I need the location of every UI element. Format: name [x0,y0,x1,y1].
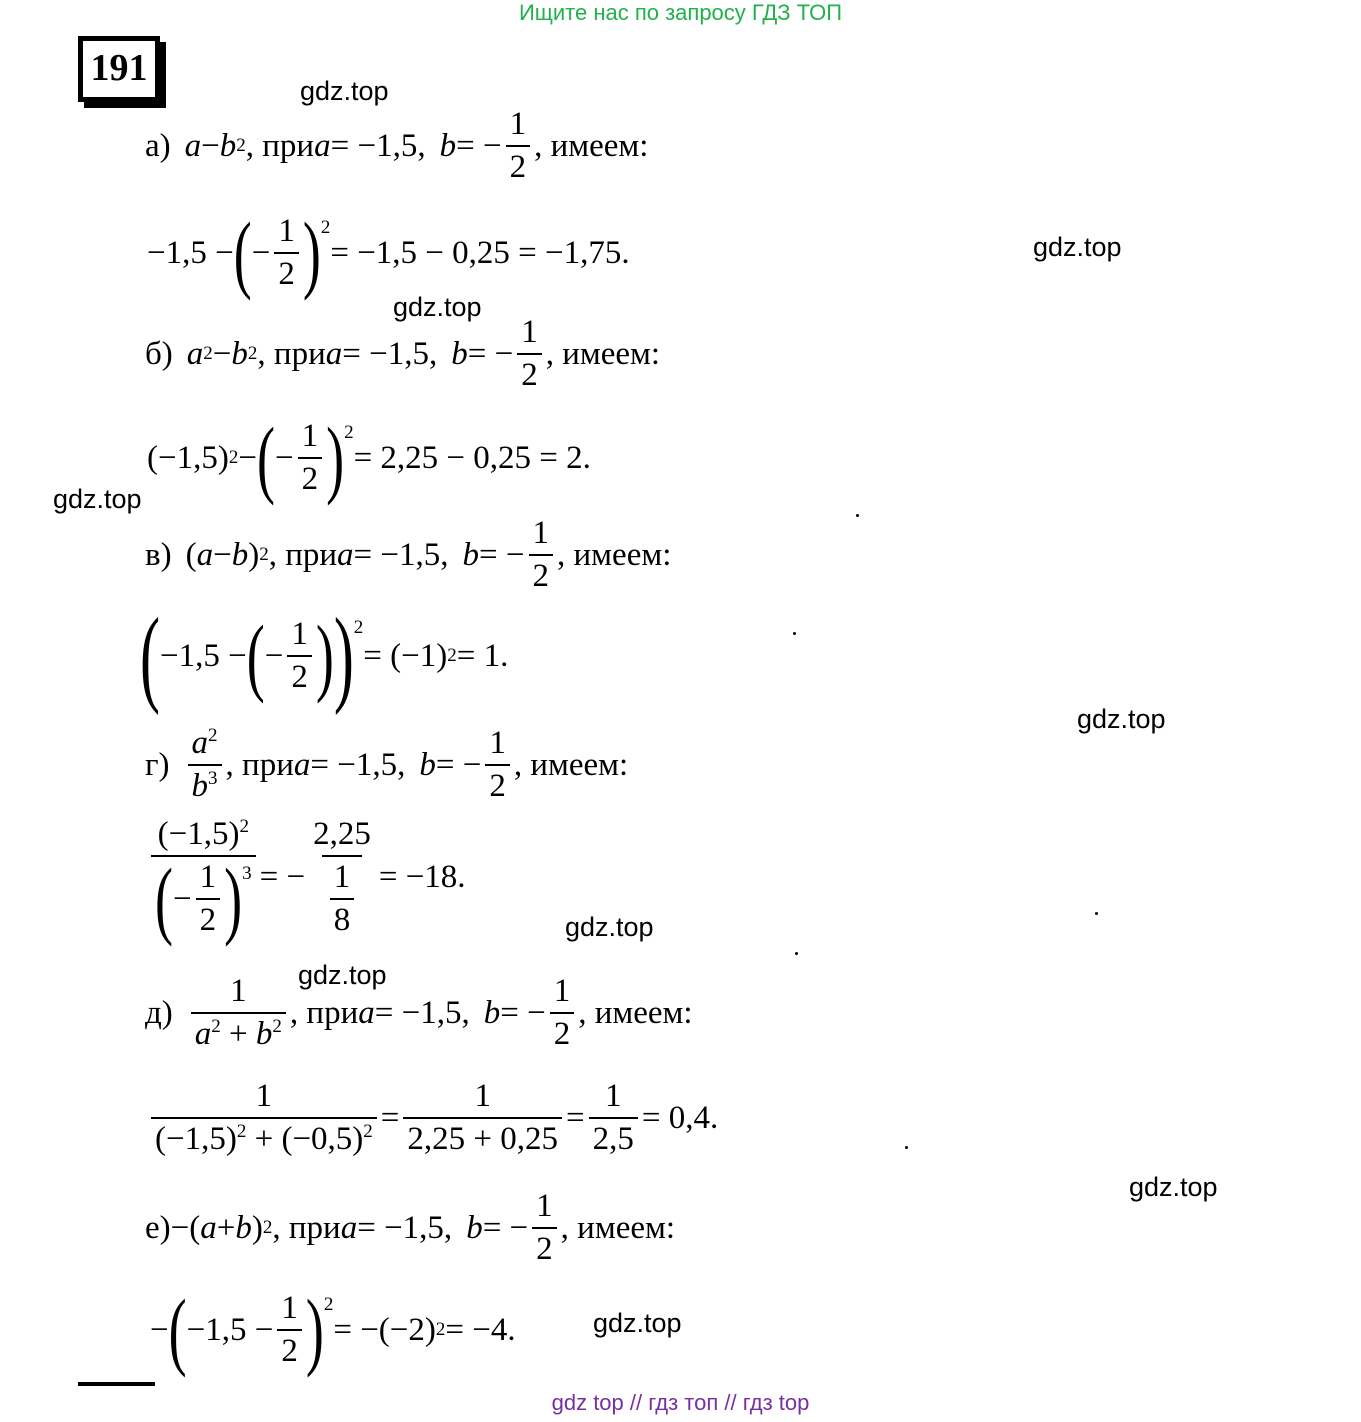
calc-part: = −(−2) [333,1311,436,1348]
task-g-statement [145,727,628,803]
op: = − [456,127,502,164]
var-b: b [483,994,501,1031]
numerator: 1 [532,515,549,551]
numerator: 1 [281,1290,298,1326]
calc-result: = −18. [378,859,466,895]
calc-part: = (−1) [363,637,448,674]
var-a: a [184,127,202,164]
text-imeem: , имеем: [557,536,672,573]
denominator: 2 [298,457,323,496]
numerator: 1 [278,213,295,249]
task-e-statement: е) −( a + b ) 2 , при a = −1,5, b = − $\frac{1}{2}$ , имеем: [145,1188,676,1267]
var-a: a [337,536,354,573]
task-v-statement: в) ( a − b ) 2 , при a = −1,5, b = − $\frac{1}{2}$ , имеем: [145,515,672,594]
calc-result: = −4. [445,1311,516,1348]
op: = − [259,859,306,895]
exponent: 2 [363,1121,373,1142]
numerator: 1 [553,973,571,1009]
denominator: 2 [550,1012,575,1051]
numerator: 1 [521,314,538,350]
exponent: 2 [236,1121,247,1142]
op: − [274,439,294,476]
watermark: gdz.top [565,912,654,942]
denominator [322,855,363,937]
value: = −1,5, [374,994,470,1031]
fraction [589,1080,638,1156]
calc-part: (−1,5) [155,1121,237,1157]
footer-watermark: gdz top // гдз топ // гдз top [551,1390,810,1415]
paren: ) [305,1282,324,1378]
op: − [150,1311,169,1348]
op: = [380,1099,400,1136]
denominator: 2,5 [589,1117,638,1156]
numerator: 1 [333,859,351,895]
var-a: a [200,1209,217,1246]
numerator [154,818,253,855]
task-g-calculation [147,816,466,947]
numerator: 1 [301,418,319,454]
op: = − [435,746,482,783]
fraction [151,816,256,947]
task-label: е) [145,1209,171,1246]
text-imeem: , имеем: [578,994,693,1031]
op: + [216,1209,236,1246]
var-b: b [451,335,468,372]
fraction [529,517,554,593]
numerator: 1 [255,1078,273,1114]
task-label: б) [145,335,173,372]
fraction [532,1190,557,1266]
task-label: в) [145,536,172,573]
fraction [506,108,531,184]
numerator: 1 [605,1078,622,1114]
paren-group [256,410,345,506]
calc-result: = 0,4. [641,1099,719,1136]
denominator: 2 [274,252,299,291]
paren: ( [155,851,173,947]
paren: ) [302,205,321,301]
task-d-statement [145,975,693,1051]
paren-group [168,1282,324,1378]
denominator: 2 [287,655,312,694]
watermark: gdz.top [593,1308,682,1338]
denominator: ( − $\frac{1}{2}$ ) 3 [151,855,256,937]
numerator: 2,25 [313,816,371,852]
paren: ) [326,410,345,506]
watermark: gdz.top [53,484,142,514]
denominator [151,1117,377,1156]
task-a-calculation: −1,5 − ( − $\frac{1}{2}$ ) 2 = −1,5 − 0,25 = −1,75. [147,205,630,301]
var-a: a [293,746,311,783]
fraction [309,818,375,937]
denominator: 2 [529,554,554,593]
paren: ( [168,1282,187,1378]
paren: ( [185,536,197,573]
speck [793,632,796,635]
numerator: 1 [509,106,527,142]
denominator: 2 [517,353,542,392]
numerator: 1 [230,973,247,1009]
paren: ) [251,1209,263,1246]
var-b: b [235,1209,252,1246]
var-b: b [219,127,237,164]
op: = [566,1099,585,1136]
op: − [251,234,271,271]
speck [856,514,859,517]
value: = −1,5, [330,127,426,164]
paren: ) [248,536,260,573]
var-b: b [466,1209,483,1246]
text-pri: , при [225,746,294,783]
exponent: 2 [239,816,249,837]
paren-group [233,205,321,301]
var-b: b [419,746,436,783]
task-e-calculation: − ( −1,5 − $\frac{1}{2}$ ) 2 = −(−2) 2 = −4. [150,1282,516,1378]
var-b: b [231,335,248,372]
var-a: a [196,536,214,573]
fraction [330,861,355,937]
bottom-rule [78,1382,155,1386]
fraction [151,1080,377,1156]
text-imeem: , имеем: [545,335,661,372]
text-imeem: , имеем: [534,127,649,164]
fraction [550,975,575,1051]
calc-result: = 2,25 − 0,25 = 2. [353,439,591,476]
fraction [196,861,221,937]
numerator [188,727,222,764]
task-label: а) [145,127,171,164]
task-label: г) [145,746,170,783]
numerator: 1 [536,1188,553,1224]
var-a: a [314,127,331,164]
task-d-calculation [147,1080,718,1156]
value: = −1,5, [353,536,449,573]
exponent: 2 [211,1016,221,1037]
denominator: 2 [506,145,531,184]
fraction [277,1292,302,1368]
fraction [191,975,286,1051]
fraction [188,727,222,803]
denominator: 2 [485,764,510,803]
search-banner: Ищите нас по запросу ГДЗ ТОП [518,0,843,25]
denominator: 2 [277,1329,302,1368]
watermark: gdz.top [300,76,389,106]
numerator: 1 [199,859,217,895]
fraction [403,1080,562,1156]
var-b: b [462,536,480,573]
task-b-statement: б) a 2 − b 2 , при a = −1,5, b = − $\frac{1}{2}$ , имеем: [145,314,661,393]
value: = −1,5, [310,746,406,783]
calc-part: (−1,5) [147,439,229,476]
value: = −1,5, [342,335,438,372]
task-v-calculation: ( −1,5 − ( − $\frac{1}{2}$ ) ) 2 = (−1) 2 = 1. [140,596,509,716]
calc-part: −1,5 − [147,234,234,271]
speck [1095,912,1098,915]
task-a-statement: а) a − b 2 , при a = −1,5, b = − $\frac{1}{2}$ , имеем: [145,106,649,185]
var-a: a [325,335,343,372]
op: − [172,880,192,917]
watermark: gdz.top [1129,1172,1218,1202]
paren: ( [256,410,275,506]
numerator: 1 [474,1078,491,1114]
fraction [298,420,323,496]
var-b: b [439,127,457,164]
speck [795,952,798,955]
denominator: 8 [330,898,355,937]
calc-part: −1,5 − [159,637,247,674]
paren: ( [140,596,160,716]
paren: ) [224,851,243,947]
var-a: a [191,725,209,761]
op: − [264,637,284,674]
exponent: 3 [208,768,218,789]
text-imeem: , имеем: [560,1209,676,1246]
op: − [201,127,220,164]
denominator: 2 [196,898,221,937]
calc-result: = 1. [456,637,509,674]
calc-part: (−1,5) [157,816,240,852]
exponent: 2 [208,725,218,746]
numerator: 1 [489,725,506,761]
denominator: 2,25 + 0,25 [403,1117,562,1156]
text-pri: , при [257,335,326,372]
op: = − [479,536,525,573]
task-label: д) [145,994,173,1031]
watermark: gdz.top [1033,232,1122,262]
paren: ) [315,608,334,704]
denominator [191,1012,286,1051]
watermark: gdz.top [393,292,482,322]
var-a: a [358,994,375,1031]
var-b: b [255,1016,273,1052]
calc-part: −1,5 − [186,1311,274,1348]
fraction [485,727,510,803]
fraction [274,215,299,291]
fraction [287,618,312,694]
watermark: gdz.top [1077,704,1166,734]
text-pri: , при [289,994,359,1031]
paren: ) [333,596,354,716]
text-pri: , при [268,536,338,573]
fraction [517,316,542,392]
exponent: 2 [272,1016,282,1037]
op: + [220,1016,256,1052]
calc-part: + (−0,5) [246,1121,364,1157]
paren: ( [246,608,265,704]
op: − [238,439,257,476]
value: = −1,5, [357,1209,453,1246]
var-b: b [191,768,209,804]
var-a: a [186,335,204,372]
op: = − [500,994,546,1031]
op: = − [482,1209,529,1246]
speck [905,1146,908,1149]
calc-result: = −1,5 − 0,25 = −1,75. [330,234,630,271]
paren: ( [233,205,252,301]
denominator [188,764,222,803]
problem-number: 191 [78,36,160,102]
text-pri: , при [272,1209,341,1246]
text-pri: , при [245,127,315,164]
numerator: 1 [291,616,308,652]
task-b-calculation: (−1,5) 2 − ( − $\frac{1}{2}$ ) 2 = 2,25 − 0,25 = 2. [147,410,591,506]
denominator: 2 [532,1227,557,1266]
op: −( [170,1209,201,1246]
var-b: b [231,536,249,573]
watermark: gdz.top [298,960,387,990]
text-imeem: , имеем: [513,746,629,783]
var-a: a [194,1016,212,1052]
op: = − [467,335,514,372]
var-a: a [340,1209,358,1246]
op: − [212,335,232,372]
op: − [213,536,232,573]
